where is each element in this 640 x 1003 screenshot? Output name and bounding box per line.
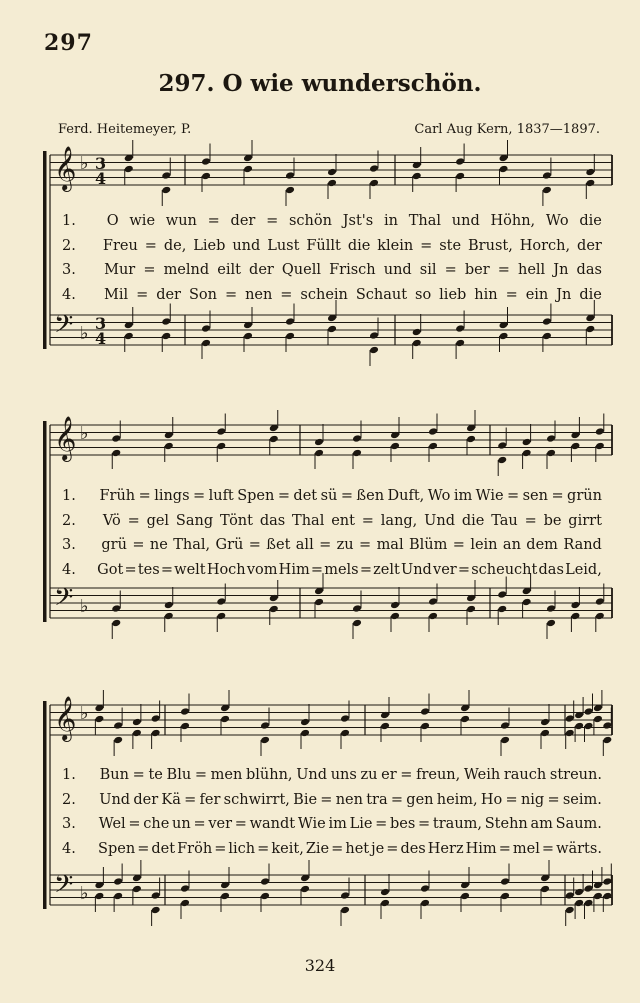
lyric-syllable: = — [266, 213, 279, 229]
lyric-syllable: Leid, — [565, 561, 602, 578]
footer-page-number: 324 — [304, 956, 336, 975]
flat-icon: ♭ — [80, 323, 89, 344]
lyric-verse-line — [62, 792, 602, 808]
treble-chord — [602, 708, 612, 757]
lyric-syllable: = — [193, 816, 206, 832]
treble-chord — [260, 708, 270, 757]
lyric-syllable: = — [498, 840, 511, 857]
lyric-syllable: be — [543, 512, 562, 529]
treble-chord — [113, 708, 123, 757]
lyric-syllable: girrt — [568, 512, 602, 529]
lyric-syllable: und — [383, 262, 412, 278]
lyric-syllable: mels — [324, 561, 359, 578]
lyric-syllable: das — [538, 561, 564, 578]
verse-number: 4. — [62, 286, 76, 303]
lyric-syllable: Blüm — [409, 537, 448, 553]
lyric-syllable: zu — [336, 537, 354, 553]
lyric-syllable: der — [577, 237, 602, 254]
lyric-syllable: = — [137, 840, 150, 857]
lyric-syllable: lich — [228, 840, 256, 857]
lyric-syllable: der — [249, 262, 274, 278]
lyric-syllable: Herz — [427, 840, 464, 857]
lyric-syllable: = — [277, 488, 290, 504]
treble-clef-icon: 𝄞 — [54, 146, 77, 190]
lyric-syllable: grü — [101, 537, 127, 553]
lyric-syllable: Blu — [166, 767, 192, 783]
lyric-verse-line — [62, 841, 602, 857]
verse-number: 2. — [62, 512, 76, 529]
lyric-syllable: = — [457, 561, 471, 578]
hymn-title: 297. O wie wunderschön. — [158, 70, 482, 97]
lyric-syllable: hin — [474, 286, 498, 303]
lyric-syllable: = — [280, 286, 293, 303]
lyric-syllable: keit, — [271, 840, 304, 857]
lyric-syllable: der — [133, 791, 159, 808]
lyric-syllable: = — [331, 840, 344, 857]
lyric-syllable: Füllt — [306, 237, 341, 254]
lyric-syllable: Him — [278, 561, 310, 578]
bass-clef-icon: 𝄢 — [54, 870, 74, 905]
lyric-syllable: der — [230, 213, 256, 229]
lyric-syllable: Jst's — [342, 213, 374, 229]
verse-number: 3. — [62, 262, 76, 278]
lyric-syllable: Zie — [305, 840, 330, 857]
bass-chord — [420, 871, 430, 920]
lyric-syllable: = — [127, 512, 140, 529]
lyric-syllable: Him — [465, 840, 497, 857]
lyric-syllable: Son — [188, 286, 217, 303]
time-signature-icon: 4 — [95, 329, 107, 348]
verse-number: 4. — [62, 840, 76, 857]
lyric-syllable: nen — [245, 286, 273, 303]
lyric-syllable: blühn, — [245, 767, 293, 783]
lyric-syllable: Bun — [99, 767, 129, 783]
bass-chord — [340, 878, 350, 927]
lyric-syllable: ne — [149, 537, 168, 553]
lyric-verse-line — [62, 816, 602, 832]
lyric-syllable: Thal, — [173, 537, 211, 553]
lyric-syllable: = — [444, 262, 457, 278]
lyric-syllable: = — [184, 791, 197, 808]
lyric-syllable: streun. — [549, 767, 602, 783]
lyric-syllable: Fröh — [177, 840, 213, 857]
lyric-syllable: lieb — [439, 286, 467, 303]
lyric-syllable: = — [507, 488, 520, 504]
lyric-syllable: O — [106, 213, 119, 229]
lyric-syllable: mal — [376, 537, 404, 553]
lyric-syllable: lein — [470, 537, 498, 553]
treble-clef-icon: 𝄞 — [54, 696, 77, 740]
page-number: 297 — [44, 30, 93, 56]
lyric-syllable: scheucht — [471, 561, 538, 578]
lyric-syllable: = — [132, 537, 145, 553]
lyric-syllable: Lie — [349, 816, 373, 832]
lyric-syllable: am — [530, 816, 553, 832]
lyric-syllable: = — [547, 791, 560, 808]
lyric-syllable: = — [340, 488, 353, 504]
lyric-syllable: = — [524, 512, 537, 529]
lyric-syllable: Kä — [161, 791, 181, 808]
lyric-syllable: in — [383, 213, 398, 229]
lyric-syllable: und — [451, 213, 480, 229]
treble-clef-icon: 𝄞 — [54, 416, 77, 460]
verse-number: 2. — [62, 237, 76, 254]
lyric-syllable: = — [234, 816, 247, 832]
lyric-syllable: = — [359, 537, 372, 553]
lyric-syllable: = — [359, 561, 372, 578]
lyric-syllable: = — [136, 286, 149, 303]
lyric-syllable: = — [505, 286, 518, 303]
flat-icon: ♭ — [80, 153, 89, 174]
lyric-syllable: Weih — [463, 767, 501, 783]
lyric-syllable: Wie — [297, 816, 326, 832]
author-credit: Ferd. Heitemeyer, P. — [58, 122, 192, 137]
lyric-syllable: die — [347, 237, 371, 254]
lyric-syllable: = — [192, 488, 206, 504]
lyric-syllable: heim, — [436, 791, 478, 808]
lyric-syllable: ste — [439, 237, 462, 254]
bass-chord — [584, 871, 594, 920]
bass-chord — [151, 878, 161, 927]
flat-icon: ♭ — [80, 423, 89, 444]
lyric-syllable: Spen — [98, 840, 136, 857]
lyric-syllable: Spen — [237, 488, 275, 504]
lyric-syllable: = — [207, 213, 220, 229]
flat-icon: ♭ — [80, 883, 89, 904]
bass-clef-icon: 𝄢 — [54, 310, 74, 345]
lyric-syllable: Mur — [104, 262, 136, 278]
lyric-syllable: zelt — [373, 561, 400, 578]
lyric-syllable: seim. — [562, 791, 602, 808]
bass-chord — [565, 878, 575, 927]
lyric-syllable: Tau — [491, 512, 518, 529]
lyric-syllable: im — [453, 488, 473, 504]
lyric-syllable: grün — [567, 488, 602, 504]
lyric-syllable: un — [172, 816, 191, 832]
lyric-syllable: so — [415, 286, 432, 303]
lyric-syllable: Brust, — [468, 237, 513, 254]
lyric-syllable: hell — [518, 262, 546, 278]
lyric-syllable: melnd — [163, 262, 210, 278]
lyric-syllable: luft — [208, 488, 234, 504]
treble-chord — [132, 704, 142, 749]
lyric-syllable: = — [541, 840, 555, 857]
lyric-syllable: uns — [330, 767, 357, 783]
lyric-syllable: = — [386, 840, 399, 857]
lyric-syllable: Tönt — [219, 512, 253, 529]
lyric-syllable: schwirrt, — [223, 791, 290, 808]
lyric-syllable: klein — [377, 237, 414, 254]
lyric-syllable: schein — [300, 286, 348, 303]
lyric-syllable: Wel — [98, 816, 126, 832]
lyric-syllable: tes — [137, 561, 160, 578]
lyric-syllable: ver — [208, 816, 233, 832]
lyric-syllable: = — [143, 262, 156, 278]
lyric-syllable: Horch, — [519, 237, 571, 254]
lyric-syllable: Thal — [408, 213, 442, 229]
lyric-syllable: vom — [246, 561, 278, 578]
lyric-syllable: sen — [522, 488, 548, 504]
lyric-syllable: bes — [390, 816, 416, 832]
lyric-syllable: = — [224, 286, 238, 303]
lyric-syllable: = — [452, 537, 465, 553]
lyric-verse-line — [62, 767, 602, 783]
lyric-syllable: wie — [129, 213, 156, 229]
lyric-syllable: Grü — [215, 537, 244, 553]
lyric-syllable: rauch — [503, 767, 547, 783]
lyric-syllable: wandt — [249, 816, 296, 832]
lyric-syllable: = — [418, 816, 431, 832]
lyric-syllable: Saum. — [555, 816, 602, 832]
lyric-syllable: = — [390, 791, 404, 808]
lyric-syllable: = — [194, 767, 207, 783]
lyric-syllable: ver — [433, 561, 457, 578]
lyric-syllable: dem — [526, 537, 558, 553]
lyric-syllable: = — [505, 791, 518, 808]
lyric-syllable: = — [319, 537, 332, 553]
treble-chord — [540, 704, 550, 749]
lyric-syllable: Jn — [556, 286, 572, 303]
lyric-syllable: te — [148, 767, 163, 783]
treble-chord — [565, 701, 575, 750]
lyric-syllable: nen — [335, 791, 363, 808]
treble-chord — [300, 704, 310, 749]
lyric-syllable: = — [310, 561, 324, 578]
lyric-syllable: Hoch — [206, 561, 246, 578]
lyric-syllable: und — [232, 237, 261, 254]
lyric-syllable: lings — [154, 488, 190, 504]
lyric-syllable: das — [259, 512, 286, 529]
lyric-syllable: Quell — [281, 262, 322, 278]
lyric-syllable: tra — [366, 791, 388, 808]
lyric-syllable: het — [345, 840, 370, 857]
lyric-syllable: Jn — [553, 262, 569, 278]
treble-chord — [340, 701, 350, 750]
verse-number: 2. — [62, 791, 76, 808]
lyric-syllable: an — [502, 537, 521, 553]
lyric-syllable: Rand — [563, 537, 602, 553]
bass-chord — [574, 874, 584, 919]
lyric-syllable: = — [138, 488, 151, 504]
lyric-syllable: = — [248, 537, 261, 553]
lyric-syllable: lang, — [380, 512, 418, 529]
lyric-syllable: = — [420, 237, 433, 254]
lyric-syllable: = — [497, 262, 510, 278]
bass-clef-icon: 𝄢 — [54, 583, 74, 618]
verse-number: 1. — [62, 767, 76, 783]
treble-staff — [50, 705, 612, 735]
time-signature-icon: 4 — [95, 169, 107, 188]
lyric-syllable: det — [293, 488, 318, 504]
lyric-syllable: der — [156, 286, 181, 303]
lyric-syllable: das — [576, 262, 602, 278]
lyric-syllable: = — [132, 767, 145, 783]
lyric-syllable: Früh — [99, 488, 136, 504]
lyric-syllable: Wo — [545, 213, 569, 229]
verse-number: 3. — [62, 537, 76, 553]
lyric-syllable: wärts. — [556, 840, 602, 857]
lyric-syllable: Höhn, — [490, 213, 536, 229]
lyric-syllable: schön — [288, 213, 332, 229]
lyric-syllable: freun, — [416, 767, 461, 783]
bass-chord — [180, 871, 190, 920]
lyric-syllable: = — [375, 816, 388, 832]
lyric-syllable: die — [461, 512, 485, 529]
lyric-syllable: Und — [424, 512, 455, 529]
lyric-syllable: zu — [360, 767, 378, 783]
verse-number: 1. — [62, 488, 76, 504]
lyric-syllable: ßen — [356, 488, 385, 504]
lyric-syllable: = — [144, 237, 157, 254]
lyric-syllable: Bie — [293, 791, 318, 808]
composer-credit: Carl Aug Kern, 1837—1897. — [414, 122, 600, 137]
lyric-syllable: ßet — [266, 537, 291, 553]
flat-icon: ♭ — [80, 703, 89, 724]
lyric-syllable: Wo — [427, 488, 451, 504]
lyric-syllable: nig — [520, 791, 545, 808]
lyric-syllable: mel — [512, 840, 540, 857]
lyric-syllable: eilt — [217, 262, 241, 278]
time-signature-icon: 3 — [95, 314, 107, 333]
lyric-syllable: die — [579, 213, 602, 229]
lyric-syllable: Got — [97, 561, 124, 578]
lyric-syllable: = — [361, 512, 374, 529]
lyric-syllable: ber — [464, 262, 490, 278]
lyric-syllable: Freu — [102, 237, 138, 254]
time-signature-icon: 3 — [95, 154, 107, 173]
verse-number: 3. — [62, 816, 76, 832]
lyric-syllable: Und — [401, 561, 432, 578]
lyric-syllable: wun — [165, 213, 197, 229]
flat-icon: ♭ — [80, 596, 89, 617]
lyric-syllable: welt — [174, 561, 206, 578]
lyric-syllable: ent — [331, 512, 355, 529]
lyric-syllable: = — [124, 561, 137, 578]
lyric-syllable: = — [257, 840, 270, 857]
system-bracket — [43, 701, 47, 909]
lyric-syllable: Thal — [292, 512, 325, 529]
lyric-syllable: Und — [296, 767, 328, 783]
lyric-syllable: Ho — [480, 791, 503, 808]
lyric-syllable: sü — [320, 488, 338, 504]
lyric-syllable: gen — [406, 791, 434, 808]
lyric-syllable: im — [328, 816, 347, 832]
lyric-syllable: sil — [419, 262, 437, 278]
lyric-syllable: ein — [525, 286, 549, 303]
lyric-syllable: men — [210, 767, 243, 783]
lyric-syllable: Stehn — [484, 816, 528, 832]
lyric-syllable: = — [551, 488, 564, 504]
lyric-syllable: Duft, — [387, 488, 425, 504]
lyric-syllable: traum, — [432, 816, 483, 832]
lyric-syllable: je — [371, 840, 385, 857]
treble-chord — [500, 708, 510, 757]
lyric-syllable: Vö — [102, 512, 121, 529]
lyric-syllable: Mil — [103, 286, 129, 303]
lyric-syllable: = — [160, 561, 173, 578]
lyric-syllable: Frisch — [329, 262, 376, 278]
lyric-syllable: gel — [146, 512, 170, 529]
lyric-syllable: Schaut — [355, 286, 408, 303]
lyric-syllable: Lust — [267, 237, 300, 254]
lyric-syllable: des — [400, 840, 426, 857]
lyric-syllable: de, — [163, 237, 187, 254]
lyric-syllable: = — [214, 840, 227, 857]
treble-chord — [151, 701, 161, 750]
lyric-syllable: det — [151, 840, 176, 857]
lyric-syllable: Sang — [175, 512, 214, 529]
lyric-syllable: Lieb — [193, 237, 226, 254]
lyric-syllable: die — [579, 286, 602, 303]
verse-number: 1. — [62, 213, 76, 229]
bass-chord — [380, 874, 390, 919]
lyric-syllable: che — [143, 816, 170, 832]
verse-number: 4. — [62, 561, 76, 578]
lyric-syllable: Und — [99, 791, 131, 808]
lyric-syllable: = — [400, 767, 413, 783]
lyric-syllable: all — [295, 537, 314, 553]
lyric-syllable: fer — [199, 791, 221, 808]
lyric-syllable: er — [381, 767, 397, 783]
lyric-syllable: = — [128, 816, 141, 832]
lyric-syllable: Wie — [475, 488, 504, 504]
lyric-syllable: = — [320, 791, 333, 808]
